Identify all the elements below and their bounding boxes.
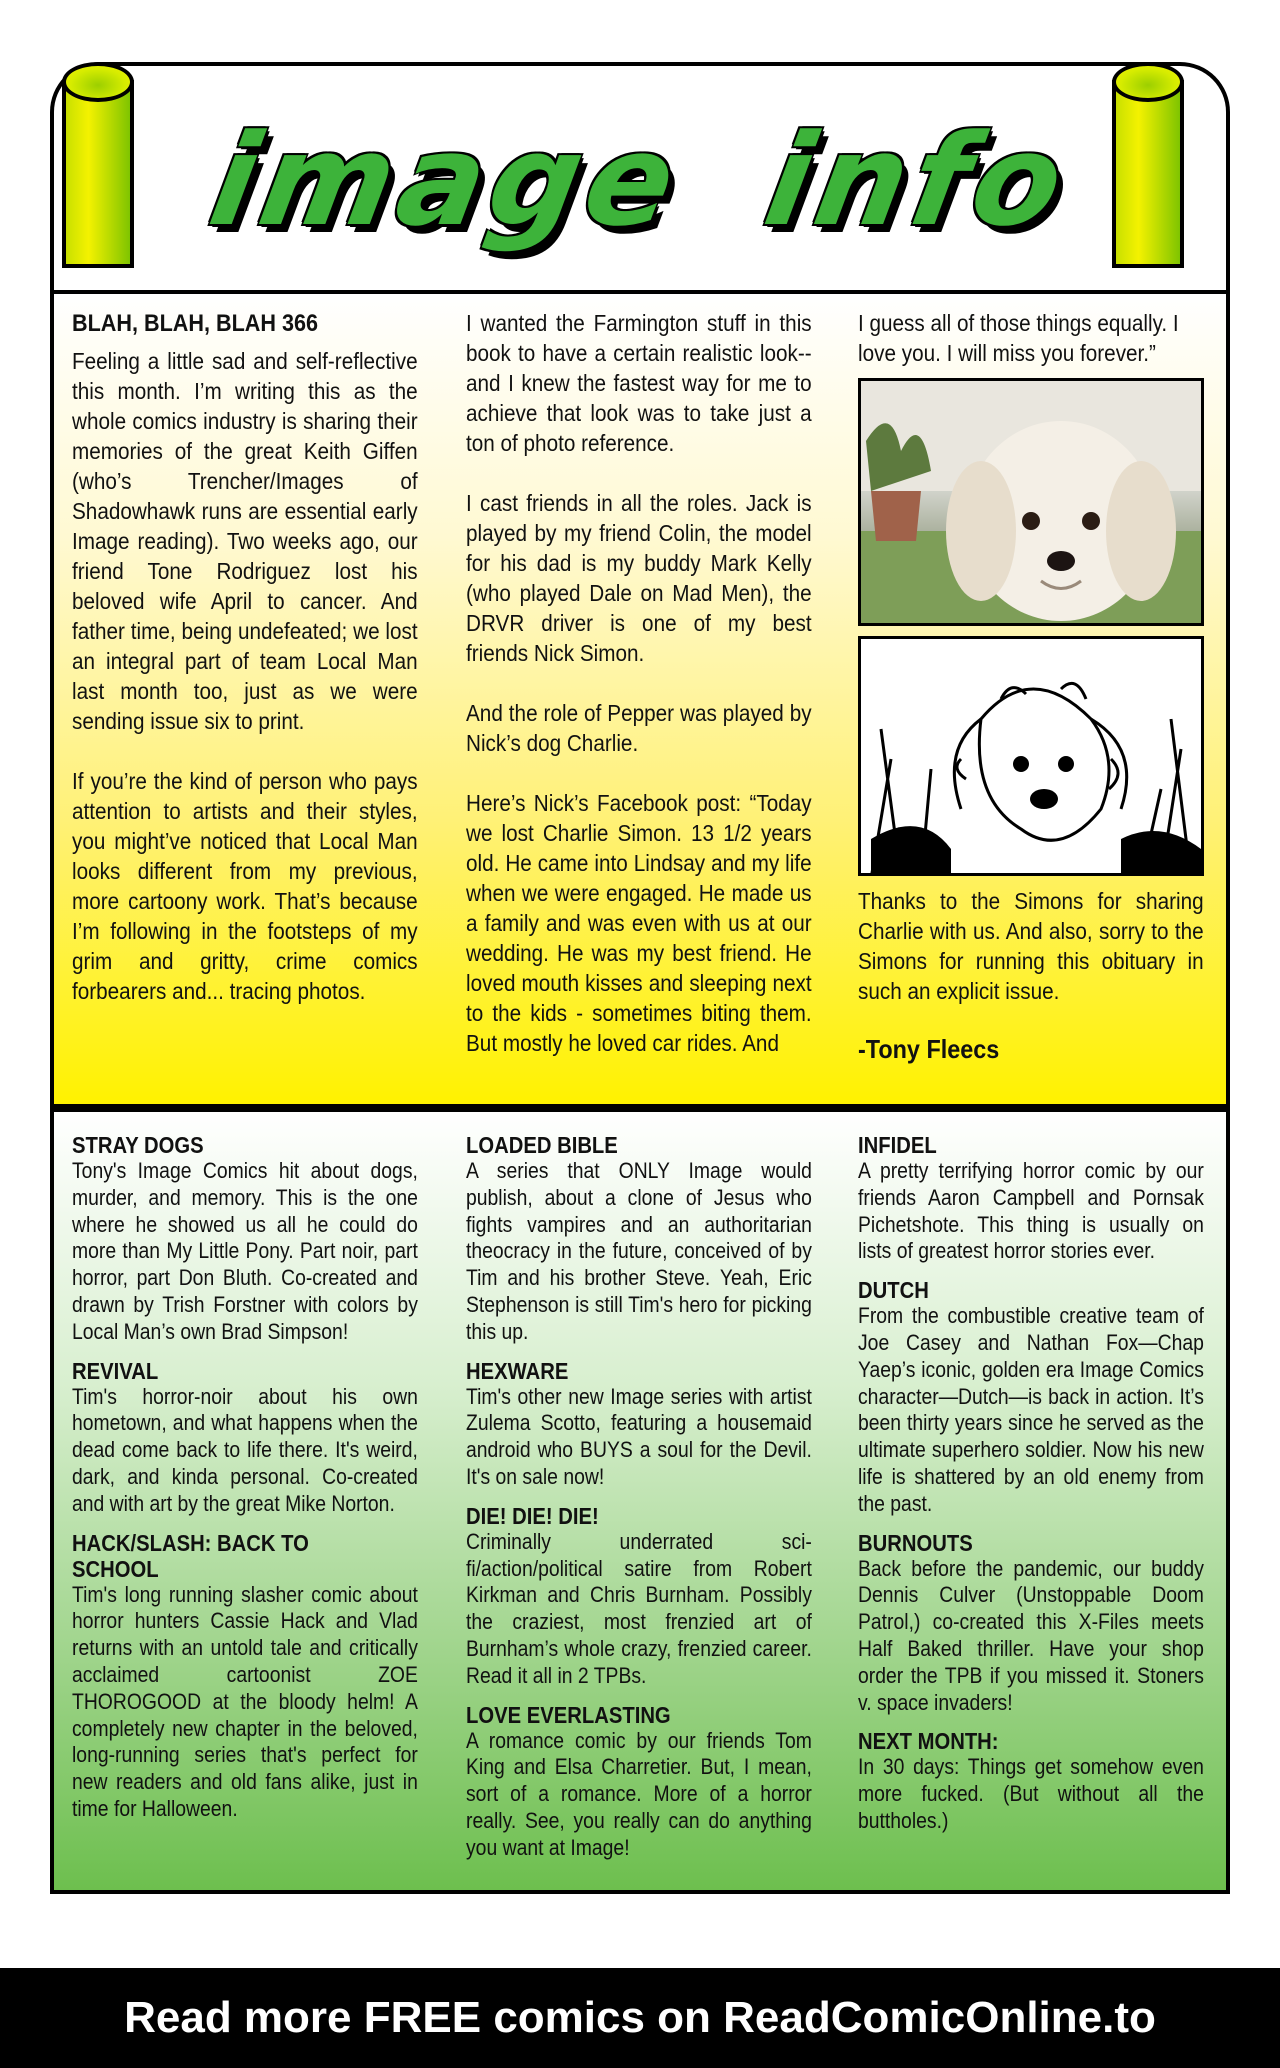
listing-title: LOVE EVERLASTING: [466, 1701, 671, 1728]
listing-entry: [858, 1132, 1204, 1265]
listing-entry: [466, 1503, 812, 1690]
listing-title: DIE! DIE! DIE!: [466, 1502, 599, 1529]
listing-body: In 30 days: Things get somehow even more fucked. (But without all the buttholes.): [858, 1754, 1204, 1833]
editorial-paragraph: Here’s Nick’s Facebook post: “Today we lost Charlie Simon. 13 1/2 years old. He came into Lindsay and my life when we were engaged. He made us a family and was even with us at our wedding. He was my best friend. He loved mouth kisses and sleeping next to the kids - sometimes biting them. But mostly he loved car rides. And: [466, 790, 812, 1056]
editorial-column-2: [466, 308, 812, 1058]
listing-body: Criminally underrated sci-fi/action/political satire from Robert Kirkman and Chris Burnham. Possibly the craziest, most frenzied art of Burnham’s whole crazy, frenzied career. Read it all in 2 TPBs.: [466, 1528, 812, 1688]
listing-body: A pretty terrifying horror comic by our friends Aaron Campbell and Pornsak Pichetshote. This thing is usually on lists of greatest horror stories ever.: [858, 1158, 1204, 1264]
listing-title: BURNOUTS: [858, 1529, 973, 1556]
listing-entry: [72, 1358, 418, 1518]
listing-title: HACK/SLASH: BACK TO SCHOOL: [72, 1529, 309, 1582]
listing-entry: [858, 1728, 1204, 1834]
listing-body: Tim's long running slasher comic about horror hunters Cassie Hack and Vlad returns with an untold tale and critically acclaimed cartoonist ZOE THOROGOOD at the bloody helm! A completely new chapter in the beloved, long-running series that's perfect for new readers and old fans alike, just in time for Halloween.: [72, 1581, 418, 1821]
listings-column-2: [466, 1132, 812, 1874]
listing-title: HEXWARE: [466, 1357, 569, 1384]
editorial-heading: BLAH, BLAH, BLAH 366: [72, 310, 319, 337]
listings-column-1: [72, 1132, 418, 1835]
listing-body: Tim's horror-noir about his own hometown, and what happens when the dead come back to life there. It's weird, dark, and kinda personal. Co-created and with art by the great Mike Norton.: [72, 1383, 418, 1516]
editorial-paragraph: I guess all of those things equally. I love you. I will miss you forever.”: [858, 310, 1179, 366]
listing-entry: [72, 1132, 418, 1346]
listing-body: From the combustible creative team of Joe Casey and Nathan Fox—Chap Yaep’s iconic, golden era Image Comics character—Dutch—is back in action. It’s been thirty years since he served as the ultimate superhero soldier. Now his new life is shattered by an old enemy from the past.: [858, 1303, 1204, 1516]
listing-title: REVIVAL: [72, 1357, 159, 1384]
editorial-paragraph: I cast friends in all the roles. Jack is played by my friend Colin, the model for his dad is my buddy Mark Kelly (who played Dale on Mad Men), the DRVR driver is one of my best friends Nick Simon.: [466, 490, 812, 666]
signature: -Tony Fleecs: [858, 1034, 1000, 1064]
listing-title: STRAY DOGS: [72, 1132, 204, 1158]
editorial-paragraph: And the role of Pepper was played by Nick’s dog Charlie.: [466, 700, 812, 756]
listing-title: DUTCH: [858, 1277, 929, 1304]
editorial-column-3: [858, 308, 1204, 1065]
dog-photo: [858, 378, 1204, 626]
listing-body: Back before the pandemic, our buddy Dennis Culver (Unstoppable Doom Patrol,) co-created this X-Files meets Half Baked thriller. Have your shop order the TPB if you missed it. Stoners v. space invaders!: [858, 1555, 1204, 1715]
editorial-column-1: [72, 310, 418, 1006]
page-title: image info: [200, 107, 1080, 254]
listing-title: INFIDEL: [858, 1132, 937, 1158]
listing-body: Tony's Image Comics hit about dogs, murder, and memory. This is the one where he showed us all he could do more than My Little Pony. Part noir, part horror, part Don Bluth. Co-created and drawn by Trish Forstner with colors by Local Man’s own Brad Simpson!: [72, 1158, 418, 1344]
listing-entry: [466, 1702, 812, 1862]
dog-drawing: [858, 636, 1204, 876]
listing-body: Tim's other new Image series with artist Zulema Scotto, featuring a housemaid android who BUYS a soul for the Devil. It's on sale now!: [466, 1383, 812, 1489]
listings-column-3: [858, 1132, 1204, 1847]
listing-entry: [72, 1530, 418, 1823]
listing-entry: [466, 1132, 812, 1346]
listing-title: NEXT MONTH:: [858, 1728, 999, 1755]
editorial-paragraph: Thanks to the Simons for sharing Charlie with us. And also, sorry to the Simons for running this obituary in such an explicit issue.: [858, 888, 1204, 1004]
listing-title: LOADED BIBLE: [466, 1132, 618, 1158]
listing-entry: [858, 1530, 1204, 1717]
listing-body: A series that ONLY Image would publish, about a clone of Jesus who fights vampires and an authoritarian theocracy in the future, conceived of by Tim and his brother Steve. Yeah, Eric Stephenson is still Tim's hero for picking this up.: [466, 1158, 812, 1344]
editorial-paragraph: If you’re the kind of person who pays attention to artists and their styles, you might’ve noticed that Local Man looks different from my previous, more cartoony work. That’s because I’m following in the footsteps of my grim and gritty, crime comics forbearers and... tracing photos.: [72, 768, 418, 1004]
editorial-paragraph: I wanted the Farmington stuff in this book to have a certain realistic look-- and I knew the fastest way for me to achieve that look was to take just a ton of photo reference.: [466, 310, 812, 456]
listing-body: A romance comic by our friends Tom King and Elsa Charretier. But, I mean, sort of a romance. More of a horror really. See, you really can do anything you want at Image!: [466, 1727, 812, 1860]
editorial-paragraph: Feeling a little sad and self-reflective this month. I’m writing this as the whole comics industry is sharing their memories of the great Keith Giffen (who’s Trencher/Images of Shadowhawk runs are essential early Image reading). Two weeks ago, our friend Tone Rodriguez lost his beloved wife April to cancer. And father time, being undefeated; we lost an integral part of team Local Man last month too, just as we were sending issue six to print.: [72, 348, 418, 734]
footer-link[interactable]: Read more FREE comics on ReadComicOnline.to: [0, 1968, 1280, 2068]
listing-entry: [466, 1358, 812, 1491]
listing-entry: [858, 1277, 1204, 1517]
